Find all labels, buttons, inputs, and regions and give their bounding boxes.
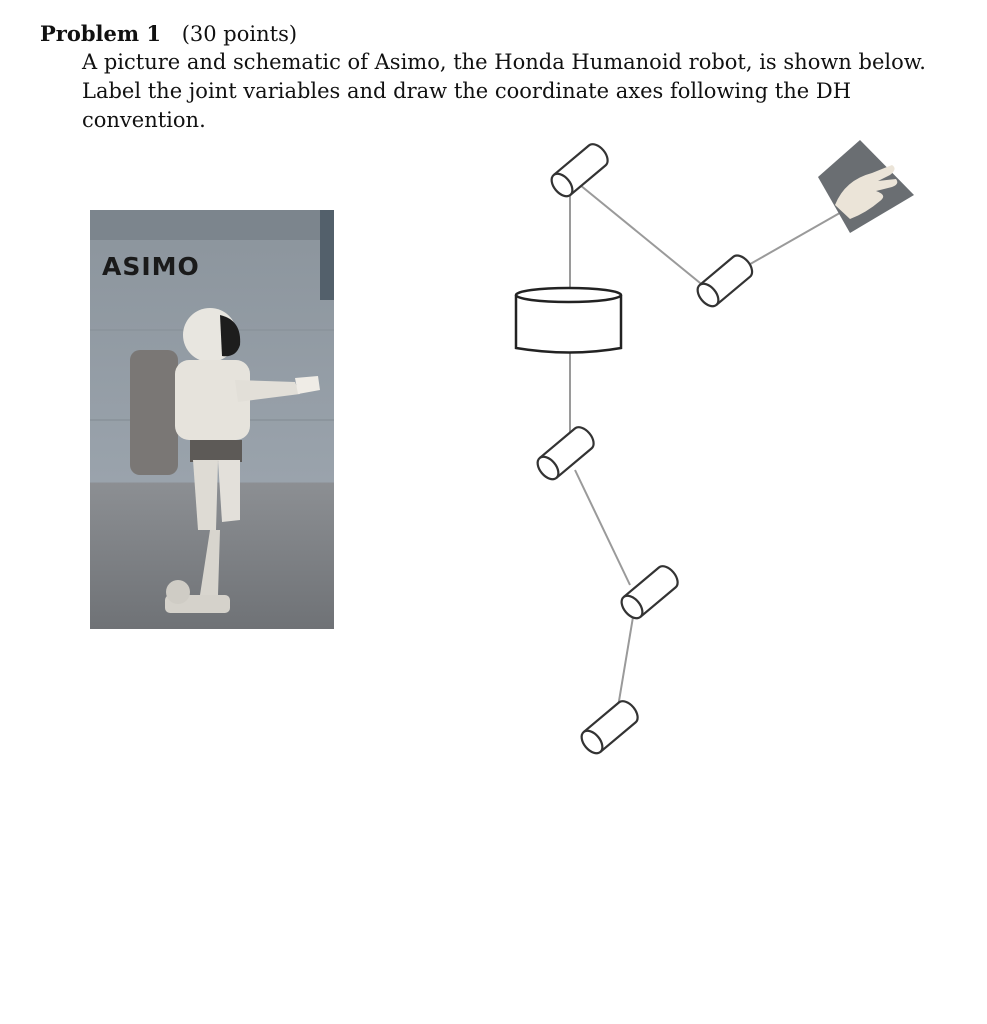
prismatic-joint <box>516 288 621 353</box>
hand-icon <box>818 140 914 233</box>
joint-3 <box>534 423 598 483</box>
joint-1 <box>548 140 612 200</box>
robot-schematic <box>500 135 930 775</box>
problem-points: (30 points) <box>181 22 298 46</box>
asimo-photo <box>90 210 334 629</box>
asimo-logo: ASIMO <box>102 252 200 281</box>
links <box>570 185 845 725</box>
joint-5 <box>578 697 642 757</box>
problem-label: Problem 1 <box>40 21 162 46</box>
joint-2 <box>694 252 757 310</box>
problem-statement: A picture and schematic of Asimo, the Honda Humanoid robot, is shown below. Label the joint variables and draw the coordinate axes following the DH convention. <box>82 50 926 132</box>
joint-4 <box>618 562 682 622</box>
problem-header <box>40 20 297 48</box>
